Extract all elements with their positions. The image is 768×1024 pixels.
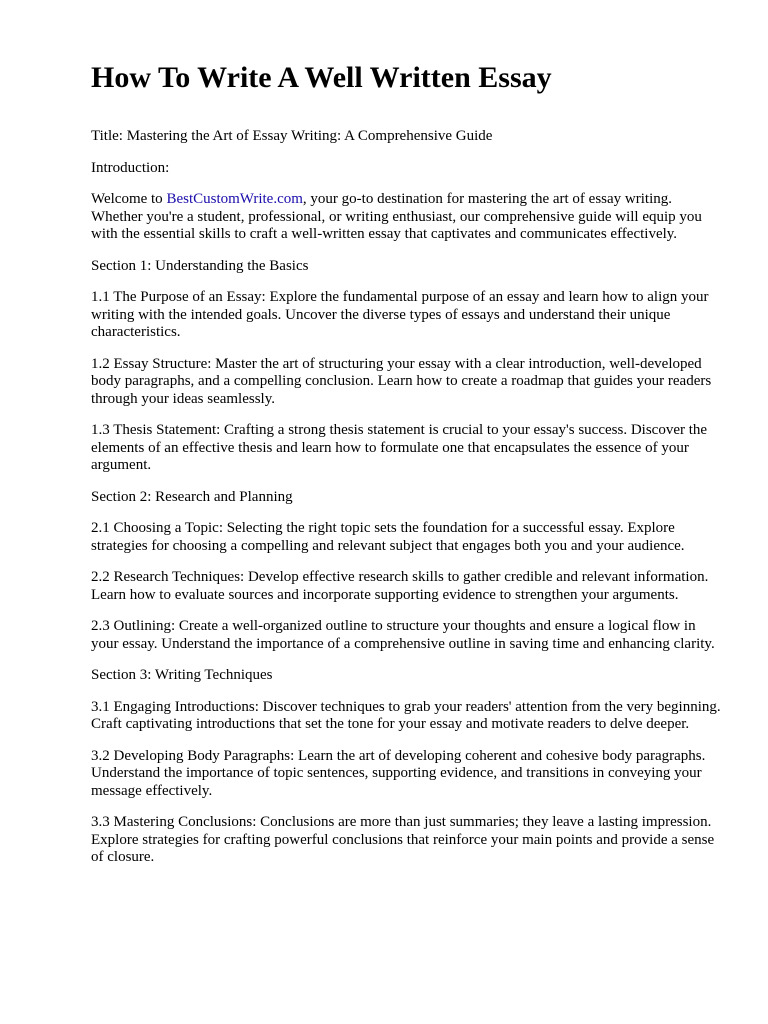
section-3-item-3: 3.3 Mastering Conclusions: Conclusions are more than just summaries; they leave a lasting impression. Explore strategies for crafting powerful conclusions that reinforce your main points and provide a sense of closure. [91, 814, 715, 865]
section-3-item-2: 3.2 Developing Body Paragraphs: Learn the art of developing coherent and cohesive body paragraphs. Understand the importance of topic sentences, supporting evidence, and transitions in conveying your message effectively. [91, 747, 706, 799]
section-1-item-3: 1.3 Thesis Statement: Crafting a strong thesis statement is crucial to your essay's success. Discover the elements of an effective thesis and learn how to formulate one that encapsulates the essence of your argument. [91, 422, 708, 473]
document-title-line: Title: Mastering the Art of Essay Writing: A Comprehensive Guide [91, 128, 493, 144]
section-2-item-1: 2.1 Choosing a Topic: Selecting the right topic sets the foundation for a successful essay. Explore strategies for choosing a compelling and relevant subject that engages both you and your audience. [91, 520, 685, 554]
welcome-paragraph [91, 191, 724, 244]
section-3-title: Section 3: Writing Techniques [91, 667, 273, 683]
welcome-text-end: , your go-to destination for mastering the art of essay writing. Whether you're a student, professional, or writing enthusiast, our comprehensive guide will equip you with the essential skills to craft a well-written essay that captivates and communicates effectively. [91, 191, 702, 242]
section-2-item-2: 2.2 Research Techniques: Develop effective research skills to gather credible and relevant information. Learn how to evaluate sources and incorporate supporting evidence to strengthen your arguments. [91, 569, 709, 603]
section-1-title: Section 1: Understanding the Basics [91, 257, 309, 274]
section-2-item-3: 2.3 Outlining: Create a well-organized outline to structure your thoughts and ensure a logical flow in your essay. Understand the importance of a comprehensive outline in saving time and enhancing clarity. [91, 618, 715, 652]
section-1-item-1: 1.1 The Purpose of an Essay: Explore the fundamental purpose of an essay and learn how to align your writing with the intended goals. Uncover the diverse types of essays and understand their unique characteristics. [91, 289, 709, 340]
section-2-title: Section 2: Research and Planning [91, 488, 293, 505]
page-title: How To Write A Well Written Essay [91, 61, 552, 94]
bestcustomwrite-link[interactable]: BestCustomWrite.com [166, 191, 303, 207]
section-3-item-1: 3.1 Engaging Introductions: Discover techniques to grab your readers' attention from the very beginning. Craft captivating introductions that set the tone for your essay and motivate readers to delve deeper. [91, 698, 721, 732]
introduction-label: Introduction: [91, 159, 170, 176]
section-1-item-2: 1.2 Essay Structure: Master the art of structuring your essay with a clear introduction, well-developed body paragraphs, and a compelling conclusion. Learn how to create a roadmap that guides your readers through your ideas seamlessly. [91, 355, 712, 407]
welcome-text-start: Welcome to [91, 191, 167, 207]
